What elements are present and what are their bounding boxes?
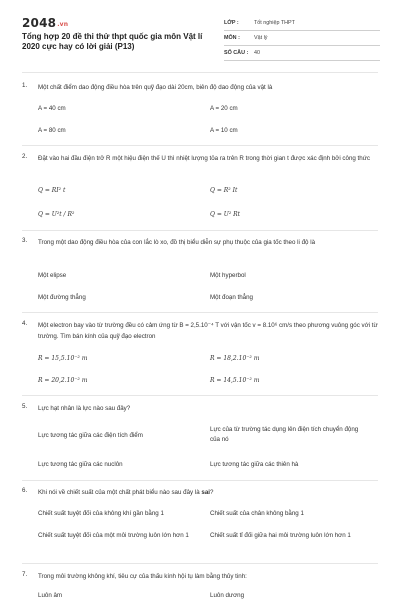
answer-option-b[interactable]: R = 18,2.10⁻² m bbox=[210, 355, 260, 362]
info-row-class bbox=[224, 16, 380, 31]
info-label: LỚP : bbox=[224, 20, 239, 26]
answer-option-b[interactable]: Q = R² It bbox=[210, 187, 238, 194]
divider bbox=[22, 480, 378, 481]
page-title: Tổng hợp 20 đề thi thử thpt quốc gia môn Vật lí 2020 cực hay có lời giải (P13) bbox=[22, 32, 203, 51]
answer-option-b[interactable]: Luôn dương bbox=[210, 592, 245, 599]
info-value: Tốt nghiệp THPT bbox=[254, 20, 295, 26]
answer-option-c[interactable]: A = 80 cm bbox=[38, 127, 66, 134]
answer-option-d[interactable]: Lực tương tác giữa các thiên hà bbox=[210, 461, 299, 468]
answer-option-c[interactable]: Chiết suất tuyệt đối của một môi trường luôn lớn hơn 1 bbox=[38, 532, 189, 539]
answer-option-b[interactable]: Chiết suất của chân không bằng 1 bbox=[210, 510, 304, 517]
info-row-subject bbox=[224, 31, 380, 46]
answer-option-c[interactable]: Một đường thẳng bbox=[38, 294, 86, 301]
question-text-end: ? bbox=[210, 489, 214, 496]
question-number: 5. bbox=[22, 403, 28, 410]
answer-option-d[interactable]: Q = U² Rt bbox=[210, 211, 241, 218]
answer-option-d[interactable]: Chiết suất tỉ đối giữa hai môi trường luôn lớn hơn 1 bbox=[210, 532, 351, 539]
question-text: Lực hạt nhân là lực nào sau đây? bbox=[38, 405, 131, 412]
info-value: Vật lý bbox=[254, 35, 268, 41]
info-row-count bbox=[224, 46, 380, 61]
answer-option-d[interactable]: Một đoạn thẳng bbox=[210, 294, 254, 301]
answer-option-a[interactable]: Q = RI² t bbox=[38, 187, 66, 194]
answer-option-b[interactable]: A = 20 cm bbox=[210, 105, 238, 112]
info-label: MÔN : bbox=[224, 35, 240, 41]
question-number: 3. bbox=[22, 237, 28, 244]
question-text: Trong một dao động điều hòa của con lắc lò xo, đồ thị biểu diễn sự phụ thuộc của gia tốc theo li độ là bbox=[38, 239, 316, 246]
exam-info bbox=[224, 16, 380, 61]
answer-option-a[interactable]: Luôn âm bbox=[38, 592, 63, 599]
divider bbox=[22, 395, 378, 396]
header bbox=[0, 0, 400, 66]
info-label: SỐ CÂU : bbox=[224, 50, 249, 56]
divider bbox=[22, 230, 378, 231]
question-text: Trong môi trường không khí, tiêu cự của thấu kính hội tụ làm bằng thủy tinh: bbox=[38, 573, 247, 580]
answer-option-a[interactable]: Lực tương tác giữa các điện tích điểm bbox=[38, 432, 143, 439]
answer-option-b[interactable]: Lực của từ trường tác dụng lên điện tích chuyển động của nó bbox=[210, 426, 359, 443]
divider bbox=[22, 145, 378, 146]
question-number: 4. bbox=[22, 320, 28, 327]
answer-option-d[interactable]: A = 10 cm bbox=[210, 127, 238, 134]
question-number: 1. bbox=[22, 82, 28, 89]
answer-option-a[interactable]: Một elipse bbox=[38, 272, 67, 279]
answer-option-a[interactable]: Chiết suất tuyệt đối của không khí gần bằng 1 bbox=[38, 510, 164, 517]
question-text-emphasis: sai bbox=[201, 489, 210, 496]
answer-option-c[interactable]: Lực tương tác giữa các nuclôn bbox=[38, 461, 123, 468]
site-logo[interactable] bbox=[22, 16, 68, 30]
divider bbox=[22, 312, 378, 313]
question-number: 7. bbox=[22, 571, 28, 578]
divider bbox=[22, 72, 378, 73]
answer-option-d[interactable]: R = 14,5.10⁻² m bbox=[210, 377, 260, 384]
logo-suffix: .vn bbox=[57, 21, 69, 28]
question-text: Đặt vào hai đầu điện trở R một hiệu điện thế U thì nhiệt lượng tỏa ra trên R trong thời gian t được xác định bởi công thức bbox=[38, 155, 370, 162]
answer-option-a[interactable]: R = 15,5.10⁻² m bbox=[38, 355, 88, 362]
question-number: 6. bbox=[22, 487, 28, 494]
question-text bbox=[38, 487, 378, 498]
question-text-main: Khi nói về chiết suất của một chất phát biểu nào sau đây là bbox=[38, 489, 202, 496]
answer-option-c[interactable]: Q = U²t / R² bbox=[38, 211, 75, 218]
answer-option-c[interactable]: R = 20,2.10⁻² m bbox=[38, 377, 88, 384]
answer-option-b[interactable]: Một hyperbol bbox=[210, 272, 246, 279]
question-text: Một chất điểm dao động điều hòa trên quỹ đạo dài 20cm, biên độ dao động của vật là bbox=[38, 84, 273, 91]
divider bbox=[22, 563, 378, 564]
question-number: 2. bbox=[22, 153, 28, 160]
logo-main: 2048 bbox=[22, 16, 57, 30]
answer-option-a[interactable]: A = 40 cm bbox=[38, 105, 66, 112]
info-value: 40 bbox=[254, 50, 260, 56]
question-text: Một electron bay vào từ trường đều có cảm ứng từ B = 2,5.10⁻⁴ T với vận tốc v = 8.10⁶ cm/s theo phương vuông góc với từ trường. Tìm bán kính của quỹ đạo electron bbox=[38, 322, 378, 340]
